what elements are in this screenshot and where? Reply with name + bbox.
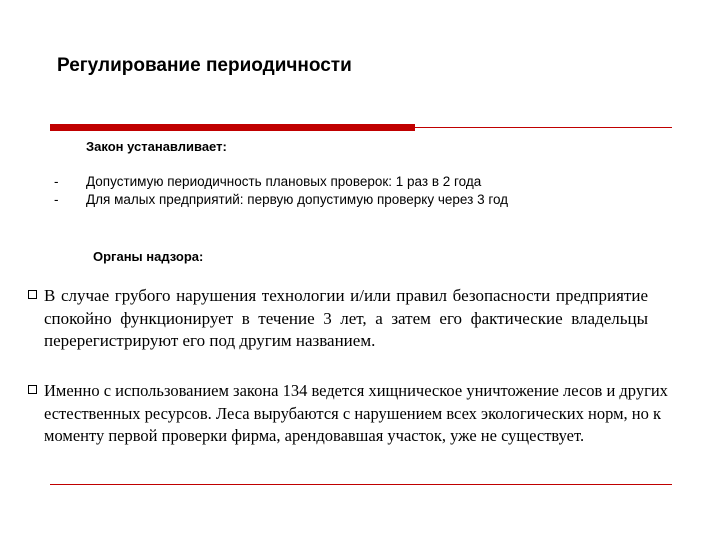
dash-marker: - [54,192,59,207]
square-bullet-icon [28,385,37,394]
oversight-heading: Органы надзора: [93,249,204,264]
list-item-text: Допустимую периодичность плановых проверок: 1 раз в 2 года [86,174,482,189]
bottom-divider [50,484,672,485]
dash-marker: - [54,174,59,189]
oversight-paragraph-1: В случае грубого нарушения технологии и/или правил безопасности предприятие спокойно функционирует в течение 3 лет, а затем его фактические владельцы перерегистрируют его под другим названием. [44,286,648,350]
title-underline-thin [415,127,672,128]
title-underline-thick [50,124,415,131]
list-item [54,174,674,192]
page-title: Регулирование периодичности [57,55,352,76]
oversight-paragraph-2: Именно с использованием закона 134 ведется хищническое уничтожение лесов и других естественных ресурсов. Леса вырубаются с нарушением всех экологических норм, но к моменту первой проверки фирма, арендовавшая участок, уже не существует. [44,381,668,445]
law-heading: Закон устанавливает: [86,139,227,154]
list-item [54,192,674,210]
square-bullet-icon [28,290,37,299]
list-item-text: Для малых предприятий: первую допустимую проверку через 3 год [86,192,509,207]
law-list [54,174,674,210]
